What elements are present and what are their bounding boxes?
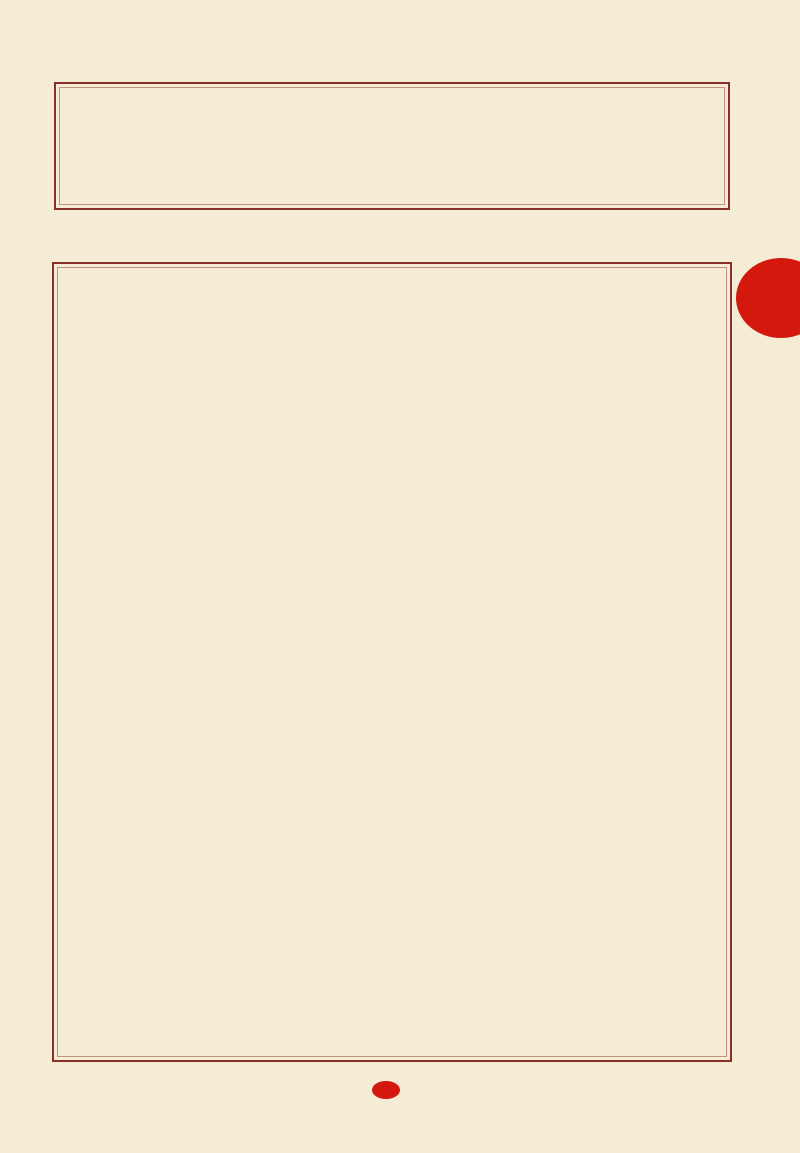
red-tab-marker (736, 258, 800, 338)
writing-table (52, 262, 732, 1062)
character-table-top (54, 82, 730, 210)
page-number (372, 1081, 400, 1099)
